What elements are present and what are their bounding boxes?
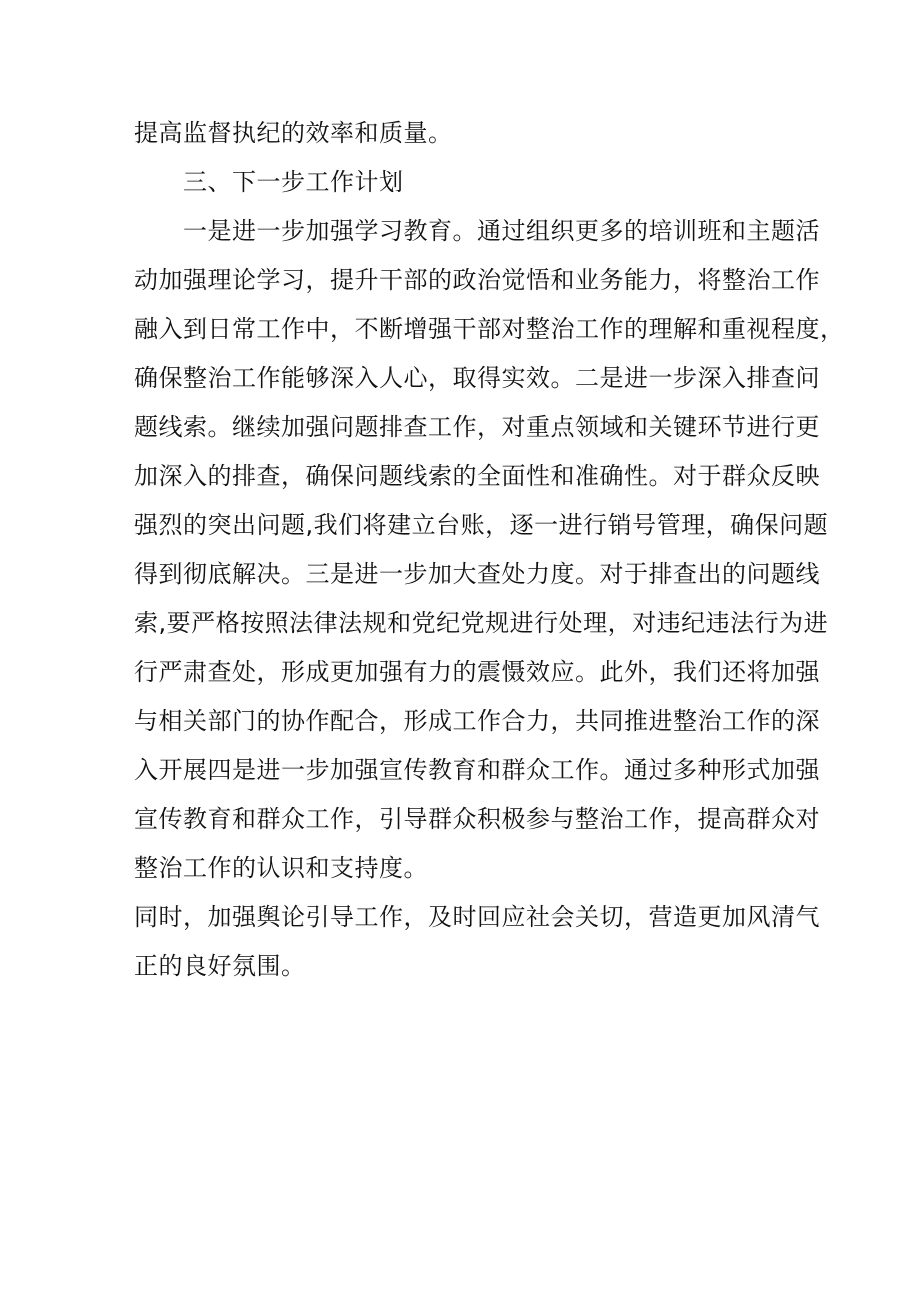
text-line: 加深入的排查，确保问题线索的全面性和准确性。对于群众反映: [134, 462, 820, 490]
text-line: 一是进一步加强学习教育。通过组织更多的培训班和主题活: [183, 217, 820, 245]
text-line: 宣传教育和群众工作，引导群众积极参与整治工作，提高群众对: [134, 805, 820, 833]
section-heading: 三、下一步工作计划: [183, 168, 404, 196]
text-line: 行严肃查处，形成更加强有力的震慑效应。此外，我们还将加强: [134, 658, 820, 686]
text-line: 入开展四是进一步加强宣传教育和群众工作。通过多种形式加强: [134, 756, 820, 784]
text-line: 融入到日常工作中，不断增强干部对整治工作的理解和重视程度，: [134, 315, 845, 343]
text-line: 正的良好氛围。: [134, 952, 306, 980]
text-line: 提高监督执纪的效率和质量。: [134, 119, 453, 147]
text-line: 动加强理论学习，提升干部的政治觉悟和业务能力，将整治工作: [134, 266, 820, 294]
text-line: 整治工作的认识和支持度。: [134, 854, 428, 882]
text-line: 确保整治工作能够深入人心，取得实效。二是进一步深入排查问: [134, 364, 820, 392]
text-line: 索,要严格按照法律法规和党纪党规进行处理，对违纪违法行为进: [134, 609, 829, 637]
text-line: 同时，加强舆论引导工作，及时回应社会关切，营造更加风清气: [134, 903, 820, 931]
text-line: 得到彻底解决。三是进一步加大查处力度。对于排查出的问题线: [134, 560, 820, 588]
text-line: 题线索。继续加强问题排查工作，对重点领域和关键环节进行更: [134, 413, 820, 441]
text-line: 与相关部门的协作配合，形成工作合力，共同推进整治工作的深: [134, 707, 820, 735]
text-line: 强烈的突出问题,我们将建立台账，逐一进行销号管理，确保问题: [134, 511, 829, 539]
